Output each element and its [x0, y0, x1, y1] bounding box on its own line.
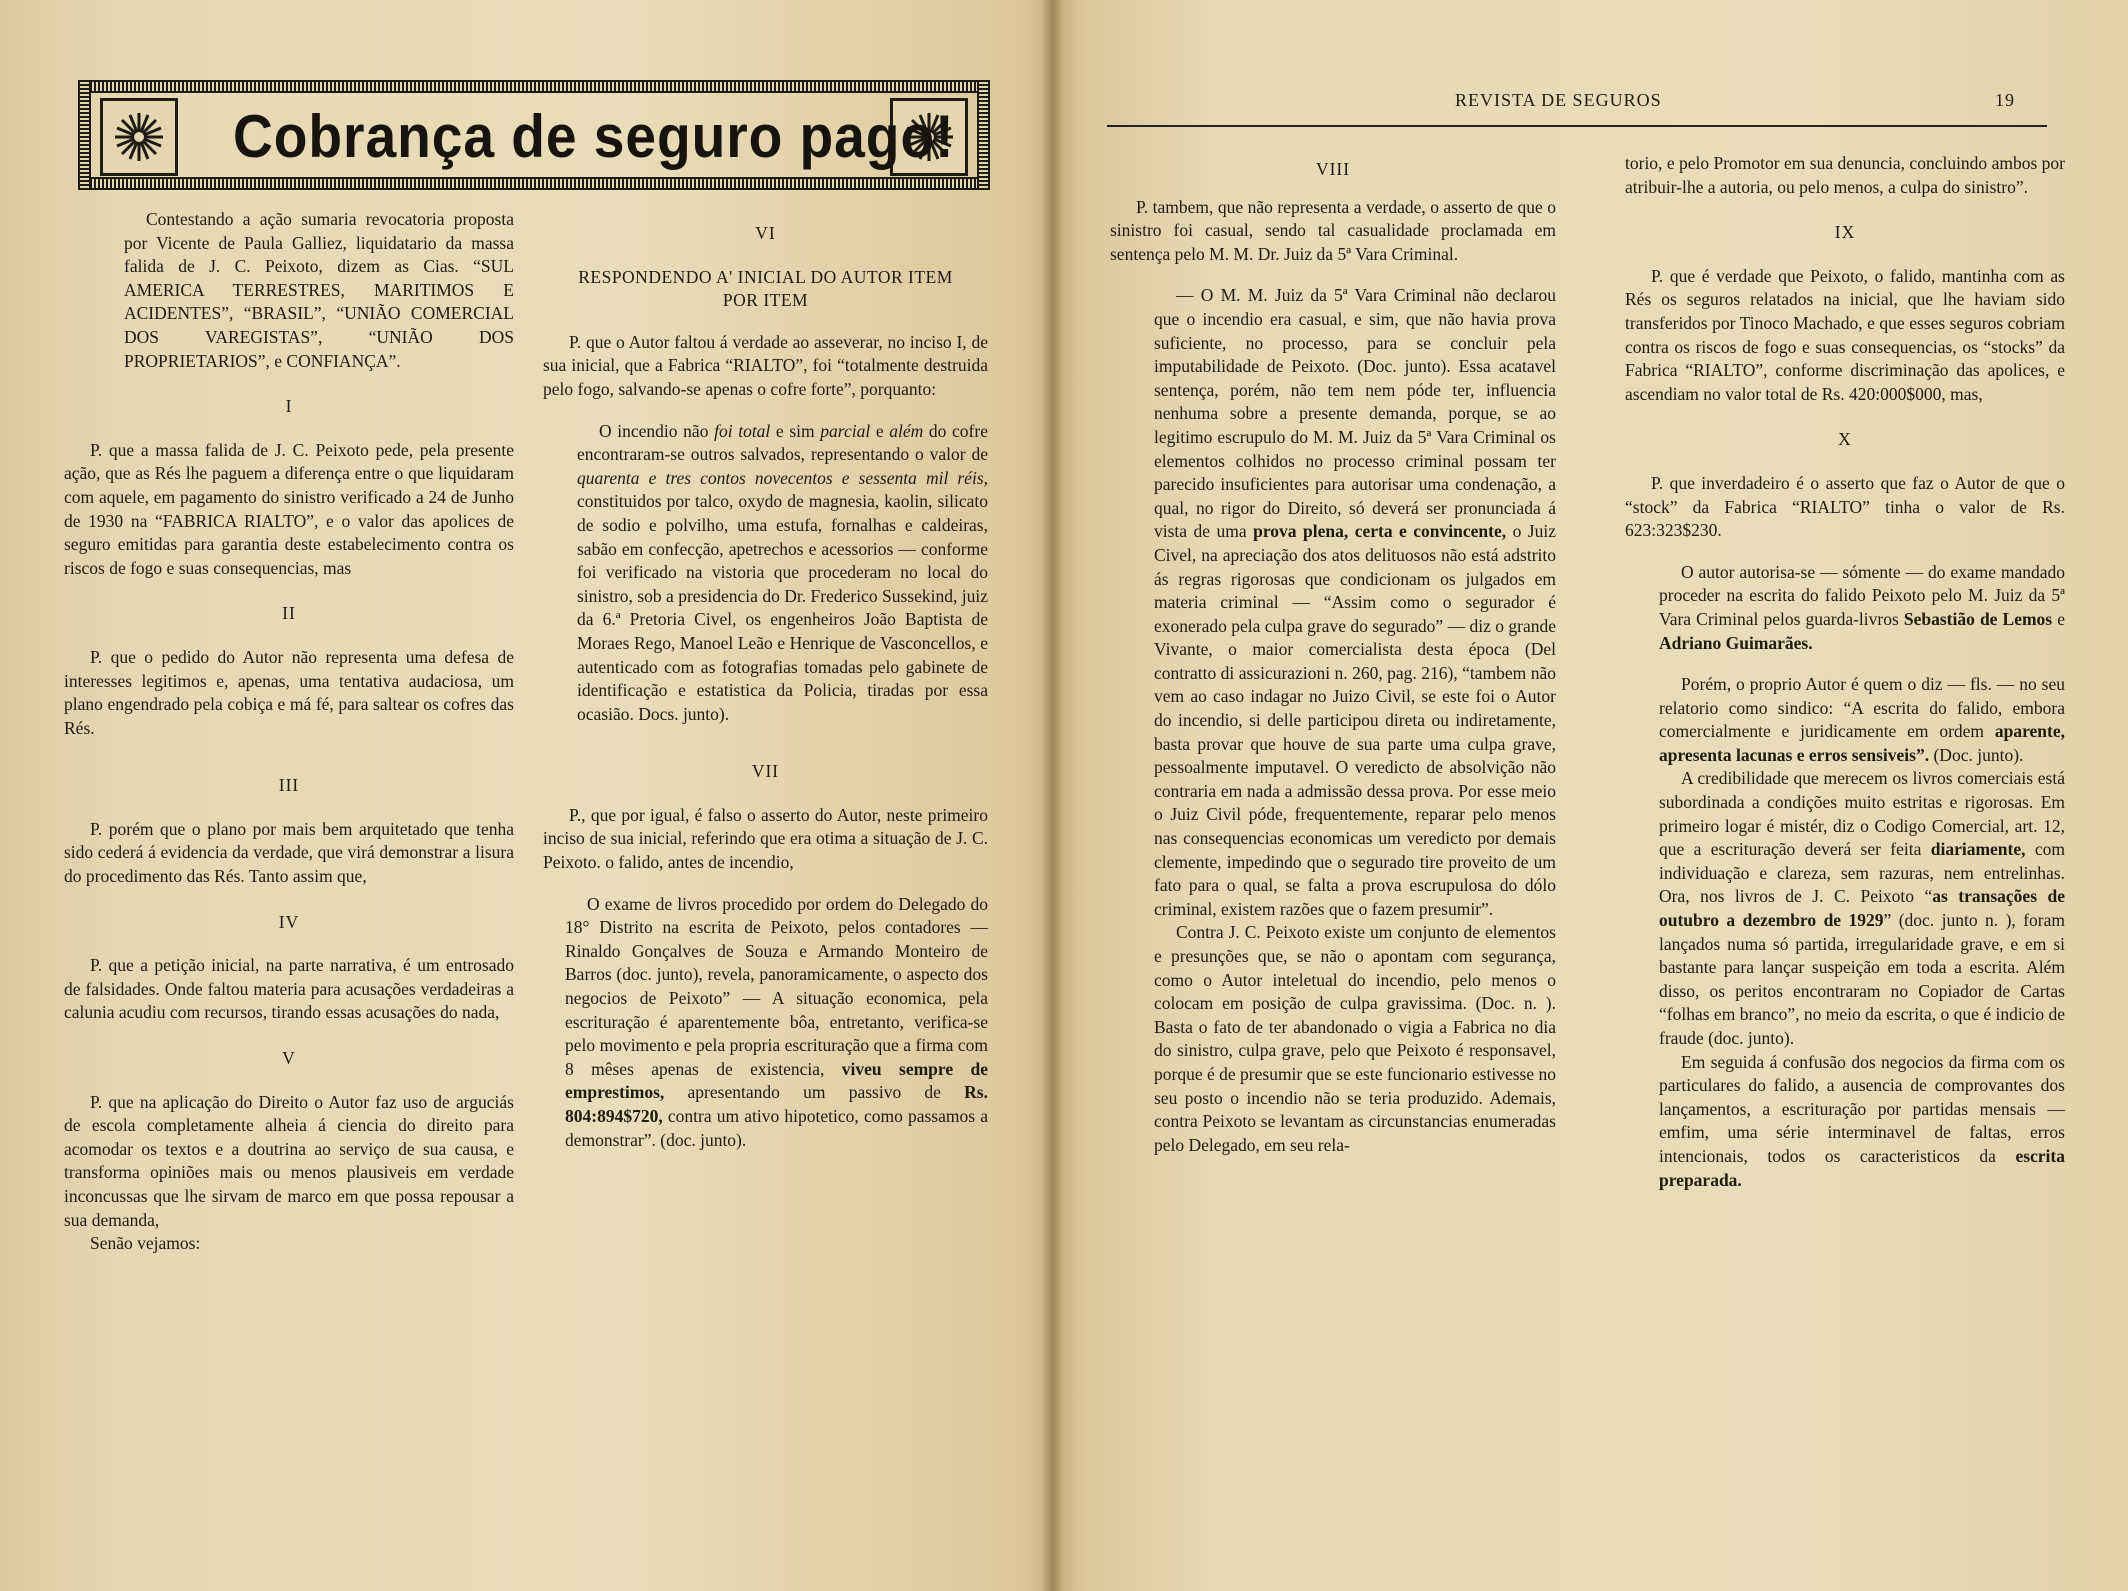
section-heading: IV	[278, 911, 300, 932]
title-banner	[78, 80, 990, 190]
paragraph: P., que por igual, é falso o asserto do Autor, neste primeiro inciso de sua inicial, referindo que era otima a situação de J. C. Peixoto. o falido, antes de incendio,	[543, 804, 988, 873]
section-heading: I	[285, 396, 293, 417]
paragraph: P. tambem, que não representa a verdade, o asserto de que o sinistro foi casual, sendo tal casualidade proclamada em sentença pelo M. M. Dr. Juiz da 5ª Vara Criminal.	[1110, 196, 1556, 264]
journal-name: REVISTA DE SEGUROS	[1455, 90, 1662, 110]
quoted-paragraph: Porém, o proprio Autor é quem o diz — fls. — no seu relatorio como sindico: “A escrita do falido, embora comercialmente e juridicamente em ordem aparente, apresenta lacunas e erros sensiveis”. (Doc. junto).	[1659, 674, 2065, 765]
quoted-paragraph: O exame de livros procedido por ordem do Delegado do 18° Distrito na escrita de Peixoto, pelos contadores — Rinaldo Gonçalves de Souza e Armando Monteiro de Barros (doc. junto), revela, panoramicamente, o aspecto dos negocios de Peixoto” — A situação economica, pela escrituração é aparentemente bôa, entretanto, verifica-se pelo movimento e pela propria escrituração que a firma com 8 mêses apenas de existencia, viveu sempre de emprestimos, apresentando um passivo de Rs. 804:894$720, contra um ativo hipotetico, como passamos a demonstrar”. (doc. junto).	[565, 893, 988, 1150]
quoted-paragraph: Contra J. C. Peixoto existe um conjunto de elementos e presunções que, se não o apontam com segurança, como o Autor inteletual do incendio, pelo menos o colocam em posição de culpa gravissima. (Doc. n. ). Basta o fato de ter abandonado o vigia a Fabrica no dia do sinistro, culpa grave, pelo que Peixoto é responsavel, porque é de presumir que se este funcionario estivesse no seu posto o incendio não se teria produzido. Ademais, contra Peixoto se levantam as circunstancias enumeradas pelo Delegado, em seu rela-	[1154, 922, 1556, 1155]
paragraph: P. que o Autor faltou á verdade ao asseverar, no inciso I, de sua inicial, que a Fabrica “RIALTO”, foi “totalmente destruida pelo fogo, salvando-se apenas o cofre forte”, porquanto:	[543, 331, 988, 399]
sunburst-ornament-icon	[100, 98, 178, 176]
banner-left-border	[78, 80, 91, 190]
quoted-paragraph: O autor autorisa-se — sómente — do exame mandado proceder na escrita do falido Peixoto pelo M. Juiz da 5ª Vara Criminal pelos guarda-livros Sebastião de Lemos e Adriano Guimarães.	[1659, 561, 2065, 653]
paragraph: P. que a petição inicial, na parte narrativa, é um entrosado de falsidades. Onde faltou materia para acusações verdadeiras a calunia acudiu com recursos, tirando essas acusações do nada,	[64, 955, 514, 1023]
column-3	[1110, 158, 1556, 1157]
section-heading: VI	[755, 223, 776, 243]
article-title: Cobrança de seguro pago!	[233, 103, 955, 170]
quoted-paragraph: A credibilidade que merecem os livros comerciais está subordinada a condições muito estritas e rigorosas. Em primeiro logar é mistér, diz o Codigo Comercial, art. 12, que a escrituração deverá ser feita diariamente, com individuação e clareza, sem razuras, nem entrelinhas. Ora, nos livros de J. C. Peixoto “as transações de outubro a dezembro de 1929” (doc. junto n. ), foram lançados numa só partida, irregularidade grave, e em si bastante para lançar suspeição em toda a escrita. Além disso, os peritos encontraram no Copiador de Cartas “folhas em branco”, no meio da escrita, o que é indicio de fraude (doc. junto).	[1659, 768, 2066, 1048]
header-rule	[1107, 125, 2047, 127]
book-gutter	[1040, 0, 1064, 1591]
intro-paragraph: Contestando a ação sumaria revocatoria proposta por Vicente de Paula Galliez, liquidatario da massa falida de J. C. Peixoto, dizem as Cias. “SUL AMERICA TERRESTRES, MARITIMOS E ACIDENTES”, “BRASIL”, “UNIÃO COMERCIAL DOS VAREGISTAS”, “UNIÃO DOS PROPRIETARIOS”, e CONFIANÇA”.	[124, 209, 514, 371]
column-2	[543, 222, 988, 1152]
section-heading: X	[1838, 429, 1852, 450]
paragraph: P. que na aplicação do Direito o Autor faz uso de arguciás de escola completamente alheia á ciencia do direito para acomodar os textos e a doutrina ao serviço de sua causa, e transforma opiniões mais ou menos plausiveis em verdade inconcussas que lhe sirvam de marco em que possa repousar a sua demanda,	[64, 1091, 514, 1230]
paragraph: P. que o pedido do Autor não representa uma defesa de interesses legitimos e, apenas, uma tentativa audaciosa, um plano engendrado pela cobiça e má fé, para saltear os cofres das Rés.	[64, 646, 514, 738]
column-1	[64, 208, 514, 1256]
quoted-paragraph: Em seguida á confusão dos negocios da firma com os particulares do falido, a ausencia de comprovantes dos lançamentos, a escrituração por partidas mensais — emfim, uma série interminavel de faltas, erros intencionais, todos os caracteristicos da escrita preparada.	[1659, 1051, 2065, 1190]
paragraph: P. que inverdadeiro é o asserto que faz o Autor de que o “stock” da Fabrica “RIALTO” tinha o valor de Rs. 623:323$230.	[1625, 472, 2065, 541]
quoted-paragraph: — O M. M. Juiz da 5ª Vara Criminal não declarou que o incendio era casual, e sim, que não havia prova suficiente, no processo, para se concluir pela imputabilidade de Peixoto. (Doc. junto). Essa acatavel sentença, porém, não tem nem póde ter, influencia nenhuma sobre a presente demanda, porque, se ao legitimo escrupulo do M. M. Juiz da 5ª Vara Criminal os elementos colhidos no processo criminal possam ter parecido insuficientes para autorisar uma condenação, a qual, no rigor do Direito, só deverá ser pronunciada á vista de uma prova plena, certa e convincente, o Juiz Civel, na apreciação dos atos delituosos não está adstrito ás regras rigorosas que condicionam os julgados em materia criminal — “Assim como o segurador é exonerado pela culpa grave do segurado” — diz o grande Vivante, o maior comercialista desta época (Del contratto di assicurazioni n. 260, pag. 216), “tambem não vem ao caso indagar no Juizo Civil, se este foi o Autor do incendio, si delle participou direta ou indiretamente, basta provar que houve de sua parte uma culpa grave, pessoalmente imputavel. O veredicto de absolvição não contraria em nada a admissão dessa prova. Por esse meio o Juiz Civil póde, frequentemente, reparar pelo menos nas consequencias economicas um veredicto por demais clemente, impedindo que o segurado tire proveito de um fato para o qual, se falta a prova escrupulosa do dólo criminal, existem razões que o fazem presumir”.	[1154, 285, 1556, 919]
paragraph: P. que a massa falida de J. C. Peixoto pede, pela presente ação, que as Rés lhe paguem a diferença entre o que liquidaram com aquele, em pagamento do sinistro verificado a 24 de Junho de 1930 na “FABRICA RIALTO”, e o valor das apolices de seguro emitidas para garantia deste estabelecimento contra os riscos de fogo e suas consequencias, mas	[64, 439, 514, 578]
subheading: RESPONDENDO A' INICIAL DO AUTOR ITEM POR ITEM	[578, 266, 953, 311]
section-heading: VII	[751, 761, 780, 782]
banner-right-border	[977, 80, 990, 190]
section-heading: V	[282, 1048, 296, 1069]
page-number: 19	[1995, 90, 2015, 110]
section-heading: III	[278, 775, 300, 796]
paragraph: Senão vejamos:	[90, 1233, 201, 1254]
column-4	[1625, 152, 2065, 1192]
banner-bottom-border	[78, 177, 990, 190]
section-heading: IX	[1834, 222, 1856, 243]
quoted-paragraph: O incendio não foi total e sim parcial e além do cofre encontraram-se outros salvados, representando o valor de quarenta e tres contos novecentos e sessenta mil réis, constituidos por talco, oxydo de magnesia, kaolin, silicato de sodio e polvilho, uma estufa, fornalhas e caldeiras, sabão em confecção, apetrechos e acessorios — conforme foi verificado na vistoria que procederam no local do sinistro, sob a presidencia do Dr. Frederico Sussekind, juiz da 6.ª Pretoria Civel, os engenheiros João Baptista de Moraes Rego, Manoel Leão e Henrique de Vasconcellos, e autenticado com as fotografias tomadas pelo gabinete de identificação e estatistica da Policia, tiradas por essa ocasião. Docs. junto).	[577, 420, 988, 724]
paragraph: P. porém que o plano por mais bem arquitetado que tenha sido cederá á evidencia da verdade, que virá demonstrar a lisura do procedimento das Rés. Tanto assim que,	[64, 818, 514, 887]
paragraph: P. que é verdade que Peixoto, o falido, mantinha com as Rés os seguros relatados na inicial, que lhe haviam sido transferidos por Tinoco Machado, e que esses seguros cobriam contra os riscos de fogo e suas consequencias, os “stocks” da Fabrica “RIALTO”, conforme discriminação das apolices, e ascendiam no valor total de Rs. 420:000$000, mas,	[1625, 265, 2065, 404]
section-heading: VIII	[1315, 159, 1351, 179]
banner-top-border	[78, 80, 990, 93]
quoted-paragraph: torio, e pelo Promotor em sua denuncia, concluindo ambos por atribuir-lhe a autoria, ou pelo menos, a culpa do sinistro”.	[1625, 153, 2065, 197]
section-heading: II	[282, 603, 296, 624]
